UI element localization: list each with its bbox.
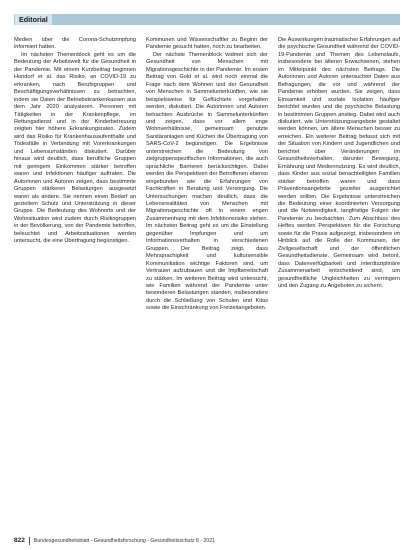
paragraph: Die Auswirkungen traumatischer Erfahrungen auf die psychische Gesundheit während der COVID-19-Pandemie und Themen des Lebenslaufs, insbesondere bei älteren Erwachsenen, stehen im Mittelpunkt des nächsten Beitrags. Die Autorinnen und Autoren untersuchen Daten aus Befragungen, die vor und während der Pandemie erhoben wurden. Sie zeigen, dass Einsamkeit und soziale Isolation häufiger berichtet wurden und die psychische Belastung in bestimmten Gruppen anstieg. Dabei wird auch diskutiert, wie Unterstützungsangebote gestaltet werden können, um ältere Menschen besser zu erreichen. Ein weiterer Beitrag befasst sich mit der Situation von Kindern und Jugendlichen und berichtet über Veränderungen im Gesundheitsverhalten, darunter Bewegung, Ernährung und Mediennutzung. Es wird deutlich, dass Kinder aus sozial benachteiligten Familien stärker betroffen waren und dass Präventionsangebote gezielter ausgerichtet werden sollten. Die Ergebnisse unterstreichen die Bedeutung einer koordinierten Versorgung und die Notwendigkeit, langfristige Folgen der Pandemie zu beobachten. Zum Abschluss des Heftes werden Perspektiven für die Forschung sowie für die Praxis aufgezeigt, insbesondere im Hinblick auf die Rolle der Kommunen, der Zivilgesellschaft und der öffentlichen Gesundheitsdienste. Gemeinsam wird betont, dass Datenverfügbarkeit und interdisziplinäre Zusammenarbeit entscheidend sind, um gesundheitliche Ungleichheiten zu verringern und den Zugang zu Angeboten zu sichern.: [278, 37, 400, 289]
section-header-bar: [14, 14, 400, 25]
journal-citation: Bundesgesundheitsblatt - Gesundheitsforschung - Gesundheitsschutz 8 · 2021: [33, 538, 215, 544]
page-number: 822: [14, 537, 25, 544]
column-3: [278, 37, 400, 522]
paragraph: Der nächste Themenblock widmet sich der Gesundheit von Menschen mit Migrationsgeschichte in der Pandemie. Im ersten Beitrag von Gold et al. wird noch einmal die Frage nach dem Wohnen und der Gesundheit von Menschen in Sammelunterkünften, wie sie beispielsweise für Geflüchtete vorgehalten werden, diskutiert. Die Autorinnen und Autoren betrachten Ausbrüche in Sammelunterkünften und zeigen, dass vor allem enge Wohnverhältnisse, gemeinsam genutzte Sanitäranlagen und Küchen die Übertragung von SARS-CoV-2 begünstigen. Die Ergebnisse unterstreichen die Bedeutung von zielgruppenspezifischen Informationen, die auch sprachliche Barrieren berücksichtigen. Dabei werden die Perspektiven der Betroffenen ebenso eingebunden wie die Erfahrungen von Fachkräften in Beratung und Versorgung. Die Untersuchungen machen deutlich, dass die Lebensrealitäten von Menschen mit Migrationsgeschichte oft in einem engen Zusammenhang mit dem Infektionsrisiko stehen. Im nächsten Beitrag geht es um die Einstellung gegenüber Impfungen und um Informationsverhalten in verschiedenen Gruppen. Der Beitrag zeigt, dass Mehrsprachigkeit und kultursensible Kommunikation wichtige Faktoren sind, um Vertrauen aufzubauen und die Impfbereitschaft zu stärken. Im weiteren Beitrag wird untersucht, wie Familien während der Pandemie unter besonderen Belastungen standen, insbesondere durch die Schließung von Schulen und Kitas sowie die Einschränkung von Freizeitangeboten.: [146, 51, 268, 312]
footer-divider: [29, 537, 30, 545]
text-columns: [14, 37, 400, 522]
paragraph: Medien über die Corona-Schutzimpfung informiert hatten.: [14, 37, 136, 51]
paragraph: Kommunen und Wissenschaftler zu Beginn der Pandemie gesucht hatten, noch zu bearbeiten.: [146, 37, 268, 51]
paragraph: Im nächsten Themenblock geht es um die Bedeutung der Arbeitswelt für die Gesundheit in der Pandemie. Mit einem Kurzbeitrag beginnen Hondorf et al. das Risiko, an COVID-19 zu erkranken, nach Berufsgruppen und Beschäftigungsverhältnissen zu betrachten, indem sie Daten der Betriebskrankenkassen aus dem Jahr 2020 analysieren. Personen mit Tätigkeiten in der Krankenpflege, im Rettungsdienst und in der Kinderbetreuung zeigten hier höhere Erkrankungsraten. Zudem wird das Risiko für Krankenhausaufenthalte und Todesfälle in Verbindung mit Vorerkrankungen und Lebensumständen diskutiert. Darüber hinaus wird deutlich, dass berufliche Gruppen mit geringem Einkommen stärker betroffen waren und Infektionen häufiger auftraten. Die Autorinnen und Autoren zeigen, dass bestimmte Gruppen stärkeren Belastungen ausgesetzt waren als andere. Sie nennen einen Bedarf an gezieltem Schutz und Unterstützung in dieser Gruppe. Die Bedeutung des Wohnorts und der Wohnsituation wird zudem durch Risikogruppen in der Bevölkerung, von der Pandemie betroffen, beleuchtet und Arbeitssituationen werden untersucht, die eine Übertragung begünstigen.: [14, 51, 136, 245]
section-label: Editorial: [15, 14, 52, 25]
column-2: [146, 37, 268, 522]
page-footer: [14, 536, 215, 546]
column-1: [14, 37, 136, 522]
